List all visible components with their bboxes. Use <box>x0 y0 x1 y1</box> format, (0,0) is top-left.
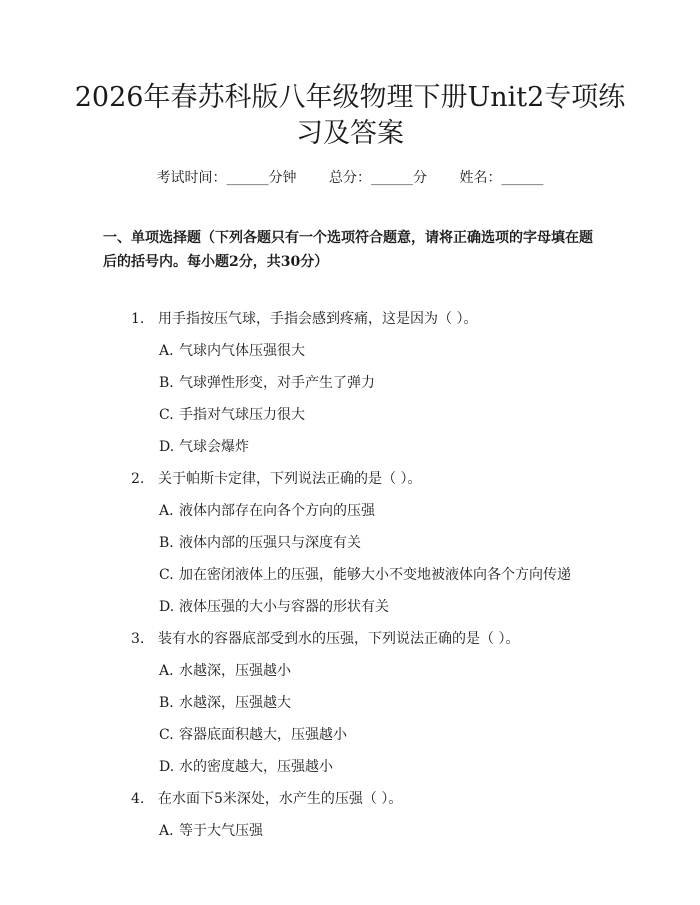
option-text: 手指对气球压力很大 <box>179 407 305 423</box>
option-text: 液体内部的压强只与深度有关 <box>179 535 361 551</box>
question-1-option-c <box>159 405 305 425</box>
option-text: 加在密闭液体上的压强，能够大小不变地被液体向各个方向传递 <box>179 567 571 583</box>
option-letter: A. <box>159 663 174 679</box>
question-stem: 关于帕斯卡定律，下列说法正确的是（ ）。 <box>158 471 422 487</box>
question-number: 1. <box>131 311 145 327</box>
question-1-option-b <box>159 373 375 393</box>
option-letter: D. <box>159 759 175 775</box>
question-3-option-c <box>159 725 347 745</box>
option-letter: D. <box>159 439 175 455</box>
option-letter: A. <box>159 343 174 359</box>
total-score-field: 总分：______分 <box>329 170 427 186</box>
question-4 <box>131 789 402 809</box>
question-2-option-c <box>159 565 571 585</box>
option-letter: A. <box>159 503 174 519</box>
question-number: 3. <box>131 631 145 647</box>
question-stem: 装有水的容器底部受到水的压强，下列说法正确的是（ ）。 <box>158 631 520 647</box>
question-2-option-d <box>159 597 389 617</box>
exam-time-field: 考试时间：______分钟 <box>156 170 297 186</box>
option-text: 容器底面积越大，压强越小 <box>179 727 347 743</box>
question-2-option-b <box>159 533 361 553</box>
question-1-option-a <box>159 341 305 361</box>
question-3-option-a <box>159 661 291 681</box>
option-letter: A. <box>159 823 174 839</box>
option-letter: D. <box>159 599 175 615</box>
option-text: 气球会爆炸 <box>179 439 249 455</box>
question-2 <box>131 469 421 489</box>
option-text: 水越深，压强越小 <box>179 663 291 679</box>
option-letter: B. <box>159 695 174 711</box>
option-text: 气球内气体压强很大 <box>179 343 305 359</box>
option-letter: C. <box>159 567 174 583</box>
question-3-option-d <box>159 757 333 777</box>
student-name-field: 姓名：______ <box>459 170 544 186</box>
question-stem: 用手指按压气球，手指会感到疼痛，这是因为（ ）。 <box>158 311 478 327</box>
option-text: 气球弹性形变，对手产生了弹力 <box>179 375 375 391</box>
question-number: 4. <box>131 791 145 807</box>
question-4-option-a <box>159 821 263 841</box>
option-letter: B. <box>159 375 174 391</box>
exam-meta-line <box>0 168 700 188</box>
option-letter: C. <box>159 727 174 743</box>
option-letter: B. <box>159 535 174 551</box>
option-letter: C. <box>159 407 174 423</box>
option-text: 液体内部存在向各个方向的压强 <box>179 503 375 519</box>
question-number: 2. <box>131 471 145 487</box>
question-3-option-b <box>159 693 291 713</box>
option-text: 液体压强的大小与容器的形状有关 <box>179 599 389 615</box>
question-stem: 在水面下5米深处，水产生的压强（ ）。 <box>158 791 403 807</box>
option-text: 水越深，压强越大 <box>179 695 291 711</box>
section-heading: 一、单项选择题（下列各题只有一个选项符合题意，请将正确选项的字母填在题后的括号内。每小题2分，共30分） <box>103 230 593 270</box>
option-text: 等于大气压强 <box>179 823 263 839</box>
question-1-option-d <box>159 437 249 457</box>
question-2-option-a <box>159 501 375 521</box>
question-1 <box>131 309 477 329</box>
option-text: 水的密度越大，压强越小 <box>179 759 333 775</box>
document-title: 2026年春苏科版八年级物理下册Unit2专项练习及答案 <box>74 82 626 149</box>
question-3 <box>131 629 519 649</box>
